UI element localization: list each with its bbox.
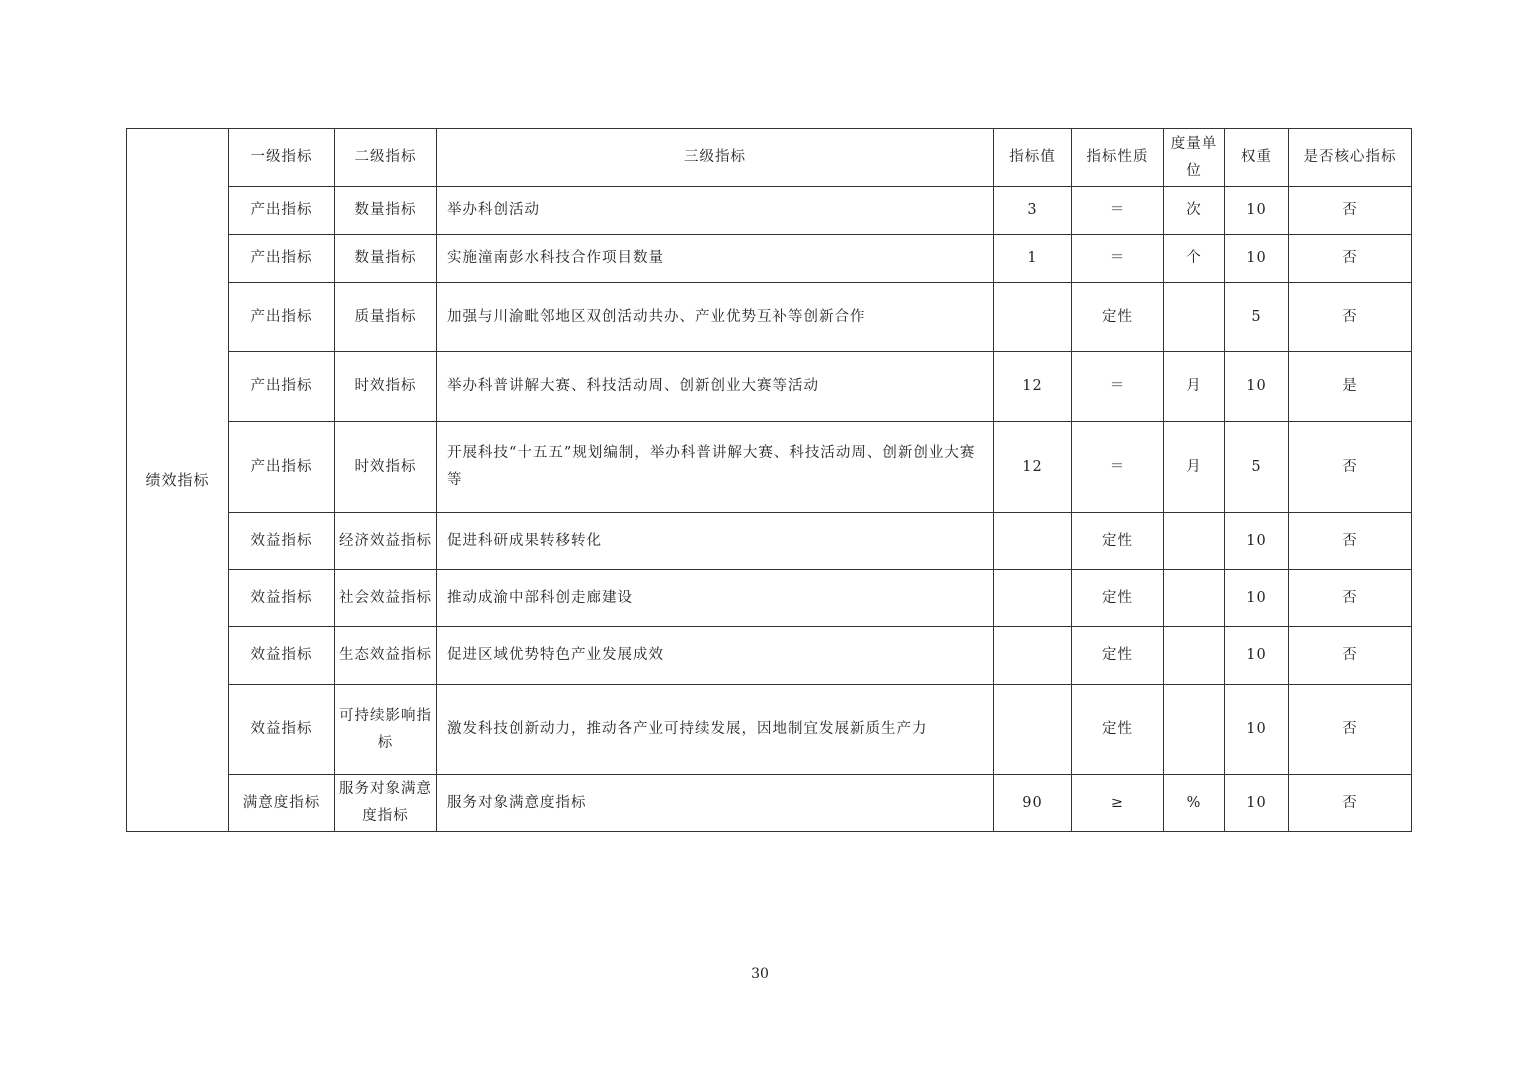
level1-cell: 产出指标: [229, 422, 335, 513]
value-cell: [994, 627, 1072, 685]
level2-cell: 经济效益指标: [335, 513, 437, 570]
table-body: [127, 129, 1412, 832]
level3-cell: 加强与川渝毗邻地区双创活动共办、产业优势互补等创新合作: [437, 283, 994, 352]
table-row: [127, 235, 1412, 283]
core-cell: 否: [1289, 513, 1412, 570]
level3-cell: 举办科创活动: [437, 187, 994, 235]
weight-cell: 5: [1225, 422, 1289, 513]
level3-cell: 实施潼南彭水科技合作项目数量: [437, 235, 994, 283]
nature-cell: ＝: [1072, 235, 1164, 283]
level3-cell: 服务对象满意度指标: [437, 775, 994, 832]
header-weight: 权重: [1225, 129, 1289, 187]
weight-cell: 10: [1225, 513, 1289, 570]
level2-cell: 服务对象满意度指标: [335, 775, 437, 832]
level1-cell: 效益指标: [229, 570, 335, 627]
unit-cell: 月: [1164, 422, 1225, 513]
weight-cell: 10: [1225, 627, 1289, 685]
value-cell: 12: [994, 422, 1072, 513]
level3-cell: 促进区域优势特色产业发展成效: [437, 627, 994, 685]
nature-cell: 定性: [1072, 570, 1164, 627]
page-number: 30: [751, 966, 769, 982]
value-cell: [994, 685, 1072, 775]
nature-cell: ＝: [1072, 422, 1164, 513]
table-row: [127, 513, 1412, 570]
level2-cell: 社会效益指标: [335, 570, 437, 627]
weight-cell: 10: [1225, 685, 1289, 775]
core-cell: 是: [1289, 352, 1412, 422]
core-cell: 否: [1289, 422, 1412, 513]
nature-cell: 定性: [1072, 513, 1164, 570]
level3-cell: 开展科技“十五五”规划编制，举办科普讲解大赛、科技活动周、创新创业大赛等: [437, 422, 994, 513]
nature-cell: 定性: [1072, 283, 1164, 352]
level3-cell: 推动成渝中部科创走廊建设: [437, 570, 994, 627]
table-row: [127, 685, 1412, 775]
value-cell: 12: [994, 352, 1072, 422]
level1-cell: 产出指标: [229, 187, 335, 235]
core-cell: 否: [1289, 627, 1412, 685]
level3-cell: 促进科研成果转移转化: [437, 513, 994, 570]
level1-cell: 效益指标: [229, 513, 335, 570]
unit-cell: [1164, 513, 1225, 570]
header-level1: 一级指标: [229, 129, 335, 187]
header-nature: 指标性质: [1072, 129, 1164, 187]
weight-cell: 10: [1225, 570, 1289, 627]
table-row: [127, 352, 1412, 422]
performance-indicator-table: [126, 128, 1412, 832]
level1-cell: 效益指标: [229, 685, 335, 775]
group-label-cell: 绩效指标: [127, 129, 229, 832]
unit-cell: 个: [1164, 235, 1225, 283]
header-value: 指标值: [994, 129, 1072, 187]
nature-cell: ＝: [1072, 352, 1164, 422]
unit-cell: 月: [1164, 352, 1225, 422]
level2-cell: 数量指标: [335, 235, 437, 283]
value-cell: [994, 513, 1072, 570]
level2-cell: 生态效益指标: [335, 627, 437, 685]
weight-cell: 10: [1225, 235, 1289, 283]
core-cell: 否: [1289, 685, 1412, 775]
core-cell: 否: [1289, 570, 1412, 627]
core-cell: 否: [1289, 187, 1412, 235]
level1-cell: 产出指标: [229, 352, 335, 422]
table-row: [127, 775, 1412, 832]
level3-cell: 激发科技创新动力，推动各产业可持续发展，因地制宜发展新质生产力: [437, 685, 994, 775]
header-level3: 三级指标: [437, 129, 994, 187]
nature-cell: ＝: [1072, 187, 1164, 235]
table-row: [127, 422, 1412, 513]
level2-cell: 质量指标: [335, 283, 437, 352]
level1-cell: 产出指标: [229, 235, 335, 283]
value-cell: 1: [994, 235, 1072, 283]
core-cell: 否: [1289, 235, 1412, 283]
unit-cell: 次: [1164, 187, 1225, 235]
header-row: [127, 129, 1412, 187]
level2-cell: 时效指标: [335, 422, 437, 513]
weight-cell: 10: [1225, 352, 1289, 422]
value-cell: [994, 283, 1072, 352]
value-cell: [994, 570, 1072, 627]
weight-cell: 10: [1225, 187, 1289, 235]
table-row: [127, 283, 1412, 352]
nature-cell: ≥: [1072, 775, 1164, 832]
level1-cell: 效益指标: [229, 627, 335, 685]
header-unit: 度量单位: [1164, 129, 1225, 187]
unit-cell: [1164, 685, 1225, 775]
header-level2: 二级指标: [335, 129, 437, 187]
level2-cell: 时效指标: [335, 352, 437, 422]
level2-cell: 可持续影响指标: [335, 685, 437, 775]
weight-cell: 5: [1225, 283, 1289, 352]
core-cell: 否: [1289, 283, 1412, 352]
level1-cell: 满意度指标: [229, 775, 335, 832]
level3-cell: 举办科普讲解大赛、科技活动周、创新创业大赛等活动: [437, 352, 994, 422]
unit-cell: %: [1164, 775, 1225, 832]
nature-cell: 定性: [1072, 685, 1164, 775]
table-row: [127, 187, 1412, 235]
level1-cell: 产出指标: [229, 283, 335, 352]
core-cell: 否: [1289, 775, 1412, 832]
table-row: [127, 627, 1412, 685]
level2-cell: 数量指标: [335, 187, 437, 235]
nature-cell: 定性: [1072, 627, 1164, 685]
unit-cell: [1164, 283, 1225, 352]
weight-cell: 10: [1225, 775, 1289, 832]
header-core: 是否核心指标: [1289, 129, 1412, 187]
value-cell: 3: [994, 187, 1072, 235]
unit-cell: [1164, 627, 1225, 685]
unit-cell: [1164, 570, 1225, 627]
value-cell: 90: [994, 775, 1072, 832]
table-row: [127, 570, 1412, 627]
